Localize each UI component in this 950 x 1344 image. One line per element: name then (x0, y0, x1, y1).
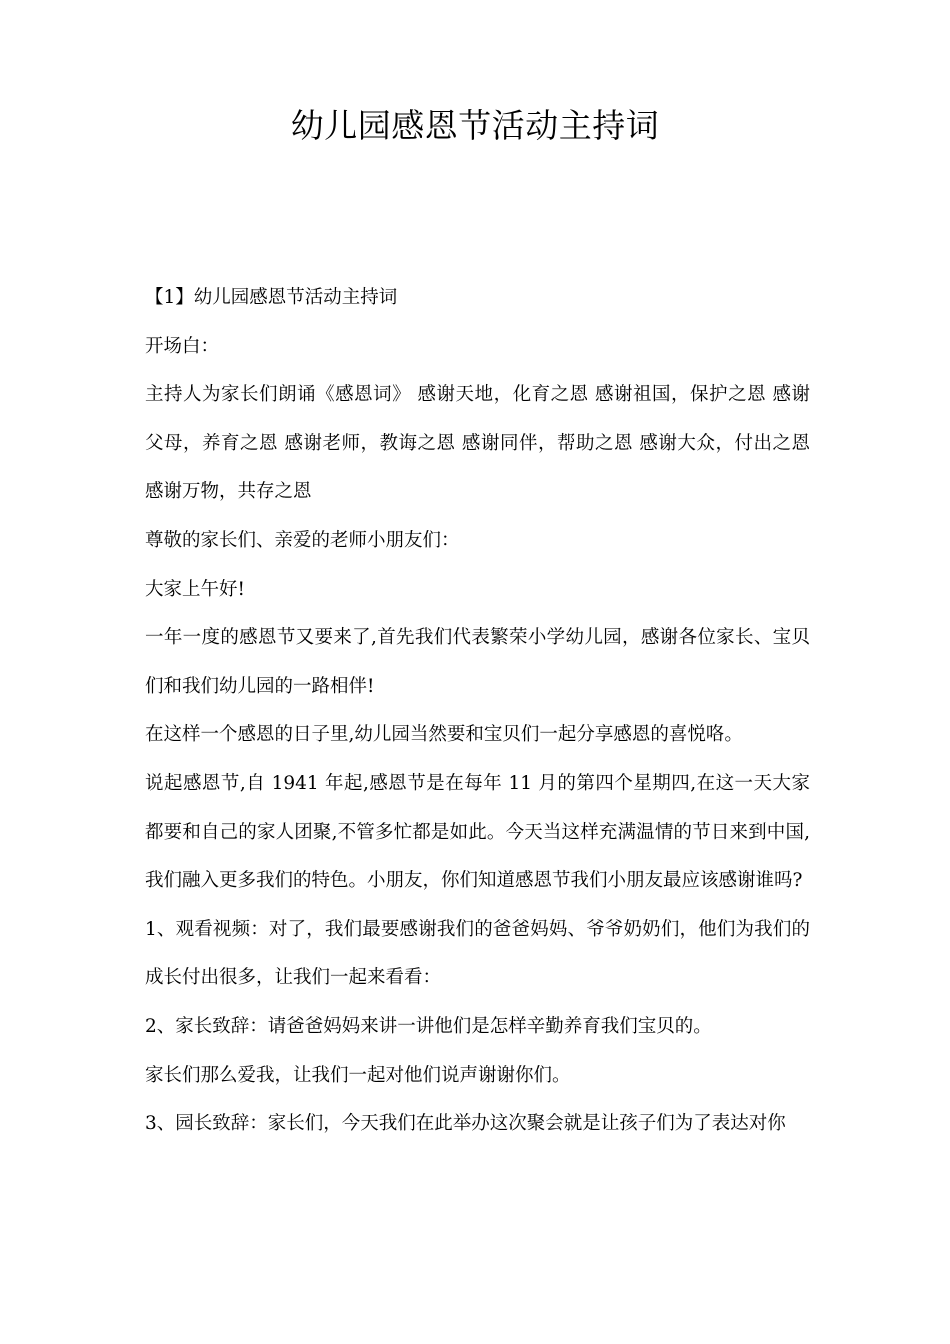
paragraph-history: 说起感恩节,自 1941 年起,感恩节是在每年 11 月的第四个星期四,在这一天大家都要和自己的家人团聚,不管多忙都是如此。今天当这样充满温情的节日来到中国,我们融入更多我们的特色。小朋友，你们知道感恩节我们小朋友最应该感谢谁吗? (145, 772, 810, 892)
section-heading: 【1】幼儿园感恩节活动主持词 (145, 287, 398, 308)
paragraph-item-principal-speech: 3、园长致辞：家长们，今天我们在此举办这次聚会就是让孩子们为了表达对你 (145, 1113, 786, 1135)
document-body (145, 274, 810, 1149)
paragraph-greeting: 大家上午好! (145, 578, 245, 600)
paragraph-item-video: 1、观看视频：对了，我们最要感谢我们的爸爸妈妈、爷爷奶奶们，他们为我们的成长付出很多，让我们一起来看看： (145, 918, 810, 989)
paragraph-thanks: 家长们那么爱我，让我们一起对他们说声谢谢你们。 (145, 1064, 571, 1086)
paragraph-recitation: 主持人为家长们朗诵《感恩词》 感谢天地，化育之恩 感谢祖国，保护之恩 感谢父母，养育之恩 感谢老师，教诲之恩 感谢同伴，帮助之恩 感谢大众，付出之恩 感谢万物，共存之恩 (145, 384, 810, 503)
paragraph-sharing: 在这样一个感恩的日子里,幼儿园当然要和宝贝们一起分享感恩的喜悦咯。 (145, 724, 743, 746)
paragraph-opening-label: 开场白： (145, 335, 220, 357)
paragraph-intro: 一年一度的感恩节又要来了,首先我们代表繁荣小学幼儿园，感谢各位家长、宝贝们和我们幼儿园的一路相伴! (145, 627, 810, 697)
paragraph-item-parent-speech: 2、家长致辞：请爸爸妈妈来讲一讲他们是怎样辛勤养育我们宝贝的。 (145, 1015, 712, 1037)
paragraph-greeting-audience: 尊敬的家长们、亲爱的老师小朋友们： (145, 529, 460, 551)
document-title: 幼儿园感恩节活动主持词 (290, 106, 660, 145)
